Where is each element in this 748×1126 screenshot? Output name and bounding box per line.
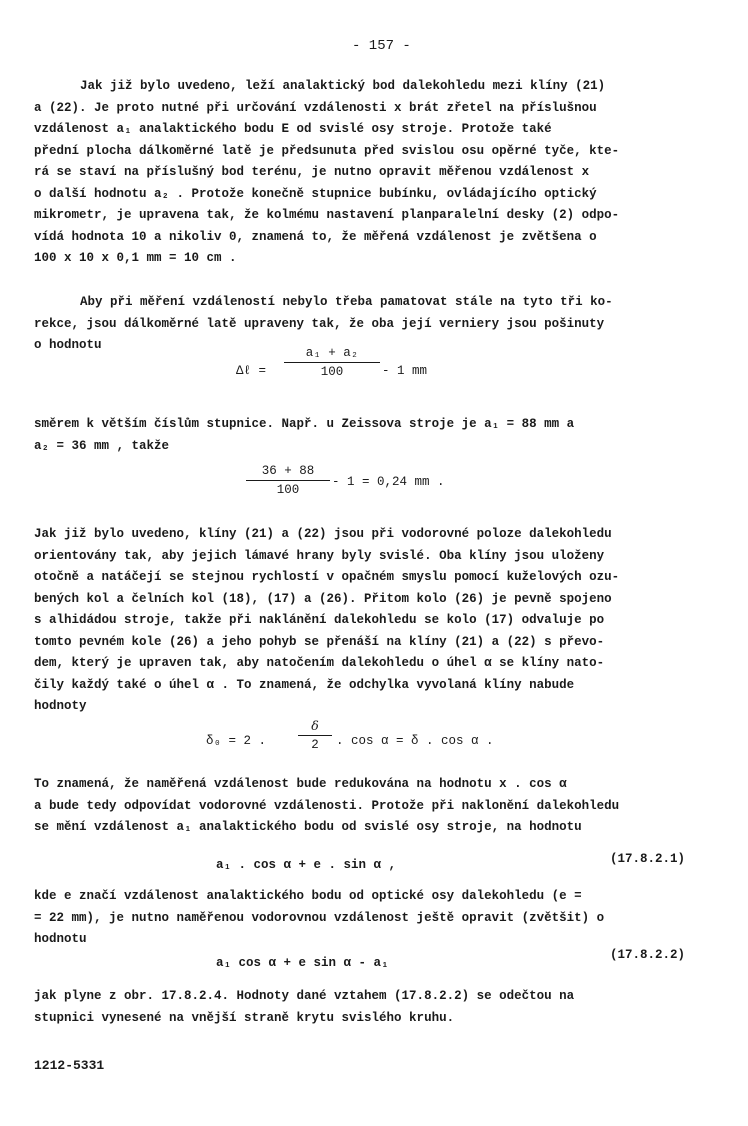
text-line: vzdálenost a₁ analaktického bodu E od svislé osy stroje. Protože také <box>34 122 552 136</box>
text-line: tomto pevném kole (26) a jeho pohyb se přenáší na klíny (21) a (22) s převo- <box>34 634 605 649</box>
text-line: se mění vzdálenost a₁ analaktického bodu od svislé osy stroje, na hodnotu <box>34 820 582 834</box>
formula-3-lhs: δ₀ = 2 . <box>206 734 267 748</box>
formula-1-lhs: Δℓ = <box>236 364 267 378</box>
text-line: směrem k větším číslům stupnice. Např. u Zeissova stroje je a₁ = 88 mm a <box>34 417 575 431</box>
formula-3-fraction <box>298 718 332 752</box>
text-line: hodnotu <box>34 932 87 946</box>
paragraph-7 <box>34 986 724 1029</box>
text-line: s alhidádou stroje, takže při naklánění dalekohledu se kolo (17) odvaluje po <box>34 613 605 627</box>
text-line: a₂ = 36 mm , takže <box>34 438 170 453</box>
text-line: otočně a natáčejí se stejnou rychlostí v opačném smyslu pomocí kuželových ozu- <box>34 570 620 584</box>
text-line: čily každý také o úhel α . To znamená, že odchylka vyvolaná klíny nabude <box>34 677 575 692</box>
text-line: rekce, jsou dálkoměrné latě upraveny tak, že oba její verniery jsou pošinuty <box>34 316 605 331</box>
paragraph-4 <box>34 524 724 718</box>
formula-1-fraction <box>284 346 380 379</box>
paragraph-1 <box>34 76 724 270</box>
formula-1-rhs: - 1 mm <box>382 364 428 378</box>
text-line: dem, který je upraven tak, aby natočením dalekohledu o úhel α se klíny nato- <box>34 656 605 670</box>
footer-code: 1212-5331 <box>34 1058 105 1073</box>
text-line: Aby při měření vzdáleností nebylo třeba pamatovat stále na tyto tři ko- <box>80 295 613 309</box>
formula-1-denominator: 100 <box>320 365 344 379</box>
formula-3-rhs: . cos α = δ . cos α . <box>336 734 494 748</box>
text-line: Jak již bylo uvedeno, klíny (21) a (22) jsou při vodorovné poloze dalekohledu <box>34 527 612 541</box>
formula-2-numerator: 36 + 88 <box>246 464 330 481</box>
text-line: jak plyne z obr. 17.8.2.4. Hodnoty dané vztahem (17.8.2.2) se odečtou na <box>34 989 575 1003</box>
paragraph-6 <box>34 886 724 951</box>
formula-5: a₁ cos α + e sin α - a₁ <box>216 956 389 970</box>
equation-number-1: (17.8.2.1) <box>610 852 686 866</box>
text-line: rá se staví na příslušný bod terénu, je nutno opravit měřenou vzdálenost x <box>34 165 590 179</box>
text-line: Jak již bylo uvedeno, leží analaktický bod dalekohledu mezi klíny (21) <box>80 79 606 93</box>
formula-2-denominator: 100 <box>276 483 300 497</box>
text-line: stupnici vynesené na vnější straně krytu svislého kruhu. <box>34 1010 455 1025</box>
formula-3-denominator: 2 <box>311 738 319 752</box>
text-line: kde e značí vzdálenost analaktického bodu od optické osy dalekohledu (e = <box>34 889 582 903</box>
text-line: a bude tedy odpovídat vodorovné vzdálenosti. Protože při naklonění dalekohledu <box>34 798 620 813</box>
text-line: bených kol a čelních kol (18), (17) a (26). Přitom kolo (26) je pevně spojeno <box>34 591 612 606</box>
paragraph-3 <box>34 414 724 457</box>
text-line: vídá hodnota 10 a nikoliv 0, znamená to, že měřená vzdálenost je zvětšena o <box>34 229 597 244</box>
text-line: mikrometr, je upravena tak, že kolmému nastavení planparalelní desky (2) odpo- <box>34 208 620 222</box>
text-line: orientovány tak, aby jejich lámavé hrany byly svislé. Oba klíny jsou uloženy <box>34 548 605 563</box>
text-line: To znamená, že naměřená vzdálenost bude redukována na hodnotu x . cos α <box>34 777 567 791</box>
paragraph-5 <box>34 774 724 839</box>
formula-3-numerator: δ <box>298 718 332 736</box>
formula-2-rhs: - 1 = 0,24 mm . <box>332 475 445 489</box>
text-line: o další hodnotu a₂ . Protože konečně stupnice bubínku, ovládajícího optický <box>34 186 597 201</box>
text-line: hodnoty <box>34 699 87 713</box>
text-line: = 22 mm), je nutno naměřenou vodorovnou vzdálenost ještě opravit (zvětšit) o <box>34 910 605 925</box>
text-line: přední plocha dálkoměrné latě je předsunuta před svislou osu opěrné tyče, kte- <box>34 143 620 158</box>
formula-1-numerator: a₁ + a₂ <box>284 346 380 363</box>
formula-4: a₁ . cos α + e . sin α , <box>216 858 397 872</box>
formula-2-fraction <box>246 464 330 497</box>
text-line: 100 x 10 x 0,1 mm = 10 cm . <box>34 251 237 265</box>
page-number: - 157 - <box>352 38 411 54</box>
text-line: a (22). Je proto nutné při určování vzdálenosti x brát zřetel na příslušnou <box>34 100 597 115</box>
equation-number-2: (17.8.2.2) <box>610 948 686 962</box>
text-line: o hodnotu <box>34 338 102 352</box>
